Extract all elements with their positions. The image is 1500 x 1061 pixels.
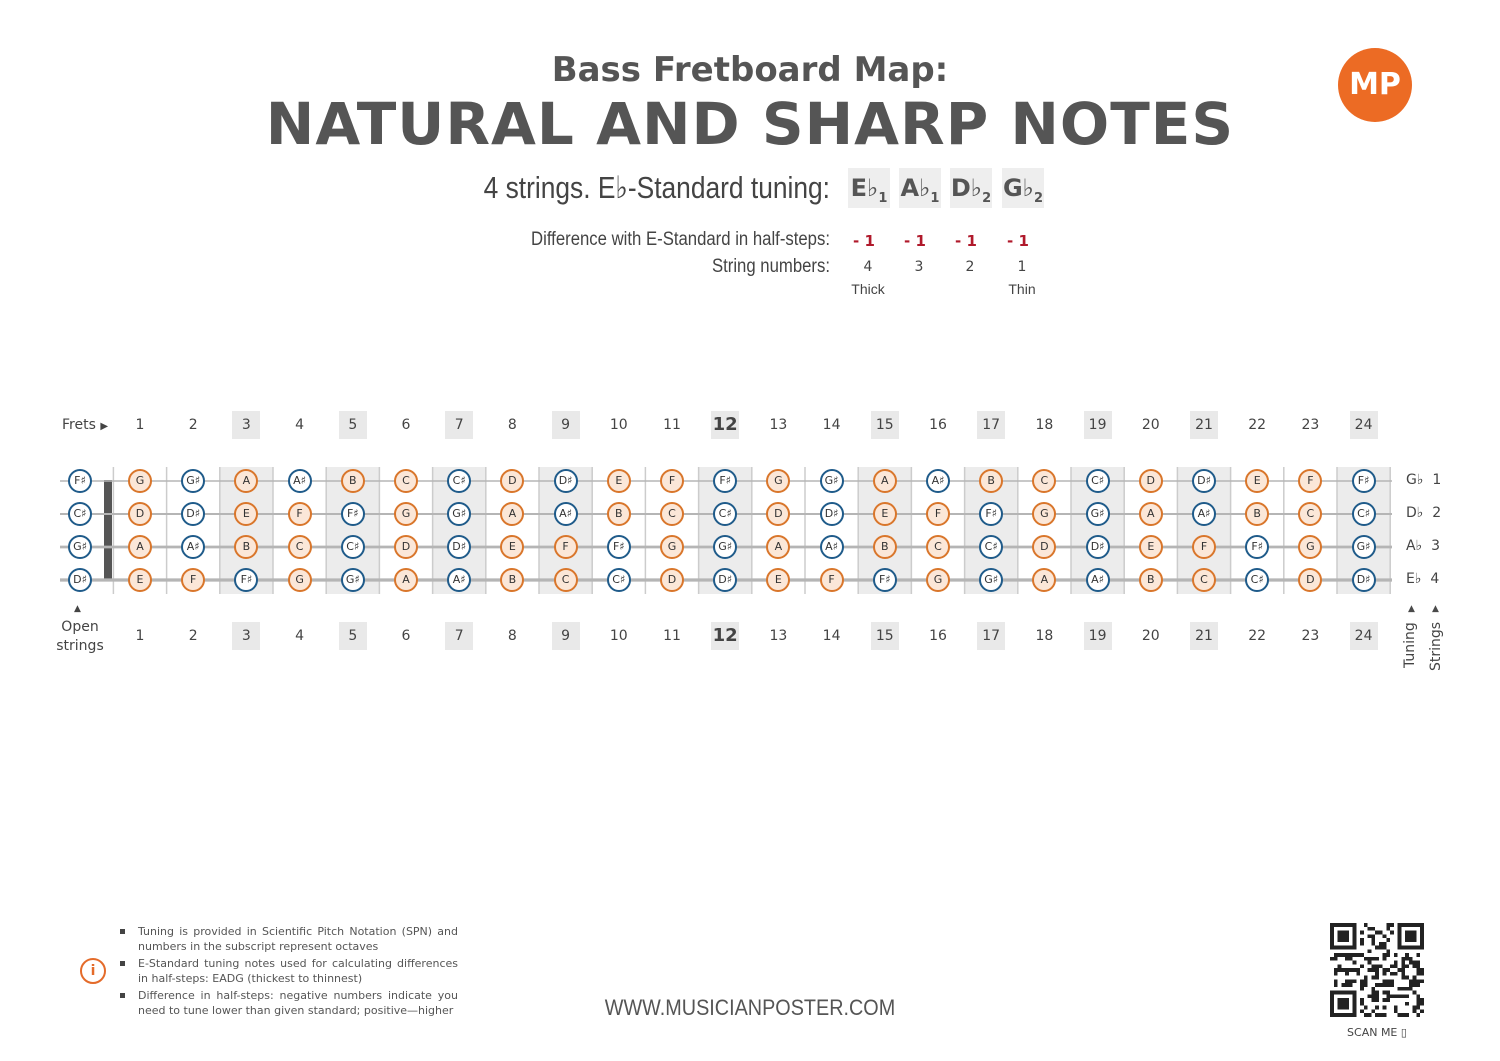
website-link[interactable]: WWW.MUSICIANPOSTER.COM	[604, 995, 896, 1020]
fret-note: D♯	[713, 568, 737, 592]
fret-number: 15	[871, 411, 899, 439]
fret-note: F♯	[713, 469, 737, 493]
fret-note: F	[288, 502, 312, 526]
tuning-note: $G♭_2$	[1002, 168, 1044, 208]
tuning-note: $D♭_2$	[950, 168, 992, 208]
fret-note: A	[500, 502, 524, 526]
fret-number: 12	[711, 622, 739, 650]
fret-note: E	[128, 568, 152, 592]
difference-value: - 1	[853, 232, 875, 250]
open-string-note: G♯	[68, 535, 92, 559]
thin-label: Thin	[1008, 281, 1036, 297]
fret-note: G	[766, 469, 790, 493]
fret-note: A♯	[554, 502, 578, 526]
fret-note: F	[660, 469, 684, 493]
fret-note: C♯	[1086, 469, 1110, 493]
fret-number: 5	[339, 622, 367, 650]
fret-note: A♯	[447, 568, 471, 592]
fret-note: C	[660, 502, 684, 526]
footnote-item: Difference in half-steps: negative numbers indicate you need to tune lower than given standard; positive—higher	[118, 988, 458, 1018]
fret-note: D	[500, 469, 524, 493]
fret-number: 18	[1035, 628, 1054, 644]
fret-note: F♯	[979, 502, 1003, 526]
fret-note: A♯	[926, 469, 950, 493]
fret-note: A	[128, 535, 152, 559]
string-number: 1	[1017, 259, 1027, 275]
triangle-up-icon: ▲	[74, 604, 81, 614]
fret-note: B	[234, 535, 258, 559]
fret-note: F	[1192, 535, 1216, 559]
fret-note: E	[1245, 469, 1269, 493]
fret-note: D♯	[1352, 568, 1376, 592]
fret-note: C♯	[341, 535, 365, 559]
fret-note: F	[554, 535, 578, 559]
fret-number: 19	[1084, 411, 1112, 439]
open-strings-label: Open strings	[56, 619, 104, 654]
triangle-right-icon: ▶	[100, 421, 109, 432]
fret-number: 11	[663, 628, 681, 644]
info-icon: i	[80, 958, 106, 984]
fret-note: C	[1192, 568, 1216, 592]
fret-note: G	[660, 535, 684, 559]
fret-note: G♯	[1352, 535, 1376, 559]
fret-note: A	[1139, 502, 1163, 526]
fret-note: C	[1032, 469, 1056, 493]
fret-number: 23	[1301, 417, 1320, 433]
fret-number: 3	[232, 411, 260, 439]
fret-number: 7	[445, 411, 473, 439]
fret-number: 15	[871, 622, 899, 650]
fret-note: F♯	[607, 535, 631, 559]
fret-number: 22	[1248, 628, 1267, 644]
fret-note: C♯	[607, 568, 631, 592]
fret-note: D♯	[820, 502, 844, 526]
fret-number: 22	[1248, 417, 1267, 433]
fret-note: F♯	[1245, 535, 1269, 559]
fret-note: F♯	[234, 568, 258, 592]
fret-note: C	[288, 535, 312, 559]
fret-note: D	[1298, 568, 1322, 592]
fret-note: G	[128, 469, 152, 493]
fret-note: A♯	[181, 535, 205, 559]
fret-note: B	[341, 469, 365, 493]
fret-note: G	[926, 568, 950, 592]
fret-number: 20	[1141, 417, 1160, 433]
fret-note: A	[1032, 568, 1056, 592]
fret-number: 23	[1301, 628, 1320, 644]
fret-number: 1	[135, 628, 145, 644]
fret-note: F♯	[873, 568, 897, 592]
fret-note: D	[766, 502, 790, 526]
open-string-note: F♯	[68, 469, 92, 493]
tuning-note: $E♭_1$	[848, 168, 890, 208]
fret-number: 3	[232, 622, 260, 650]
fret-number: 8	[507, 628, 517, 644]
fret-note: B	[607, 502, 631, 526]
fret-number: 4	[295, 628, 305, 644]
fret-number: 24	[1350, 411, 1378, 439]
open-string-note: D♯	[68, 568, 92, 592]
fret-number: 18	[1035, 417, 1054, 433]
fret-note: A	[234, 469, 258, 493]
string-number: 3	[914, 259, 924, 275]
fret-note: F♯	[341, 502, 365, 526]
fret-number: 19	[1084, 622, 1112, 650]
fret-note: C	[554, 568, 578, 592]
triangle-up-icon: ▲	[1408, 604, 1415, 614]
fret-note: A	[394, 568, 418, 592]
fret-note: A♯	[820, 535, 844, 559]
fret-number: 14	[822, 417, 841, 433]
fret-number: 7	[445, 622, 473, 650]
fret-number: 13	[769, 628, 788, 644]
string-numbers-label: String numbers:	[711, 256, 830, 277]
fret-note: C	[926, 535, 950, 559]
fret-note: F	[820, 568, 844, 592]
fret-number: 4	[295, 417, 305, 433]
fret-note: B	[1245, 502, 1269, 526]
fret-number: 10	[609, 417, 628, 433]
fret-note: D	[660, 568, 684, 592]
fret-number: 17	[977, 622, 1005, 650]
fret-note: F♯	[1352, 469, 1376, 493]
fret-note: E	[234, 502, 258, 526]
open-string-note: C♯	[68, 502, 92, 526]
fret-note: G♯	[820, 469, 844, 493]
fret-note: E	[1139, 535, 1163, 559]
fret-number: 1	[135, 417, 145, 433]
frets-label: Frets ▶	[62, 417, 109, 433]
fret-note: C♯	[447, 469, 471, 493]
thick-label: Thick	[851, 281, 885, 297]
string-number: 4	[863, 259, 873, 275]
fret-note: G♯	[713, 535, 737, 559]
fret-number: 11	[663, 417, 681, 433]
fret-number: 16	[929, 628, 947, 644]
difference-value: - 1	[1007, 232, 1029, 250]
fret-note: A	[873, 469, 897, 493]
fret-number: 13	[769, 417, 788, 433]
fret-note: E	[873, 502, 897, 526]
string-tuning-label: G♭ 1	[1406, 472, 1442, 488]
fret-note: D♯	[1192, 469, 1216, 493]
fret-number: 21	[1190, 411, 1218, 439]
fret-note: C♯	[1245, 568, 1269, 592]
fret-note: G♯	[447, 502, 471, 526]
fret-number: 8	[507, 417, 517, 433]
fret-number: 14	[822, 628, 841, 644]
fret-note: A	[766, 535, 790, 559]
fret-note: G	[288, 568, 312, 592]
fret-number: 10	[609, 628, 628, 644]
fret-number: 12	[711, 411, 739, 439]
difference-value: - 1	[955, 232, 977, 250]
fret-number: 17	[977, 411, 1005, 439]
fret-note: E	[766, 568, 790, 592]
string-number: 2	[965, 259, 975, 275]
fret-note: G	[394, 502, 418, 526]
fret-number: 9	[552, 622, 580, 650]
fret-note: G♯	[341, 568, 365, 592]
fret-note: C	[1298, 502, 1322, 526]
string-tuning-label: A♭ 3	[1406, 538, 1441, 554]
fret-number: 20	[1141, 628, 1160, 644]
fret-note: C♯	[1352, 502, 1376, 526]
fret-note: A♯	[1086, 568, 1110, 592]
fret-note: C♯	[979, 535, 1003, 559]
footnote-item: E-Standard tuning notes used for calculating differences in half-steps: EADG (thickest to thinnest)	[118, 956, 458, 986]
fret-note: B	[979, 469, 1003, 493]
fret-note: G	[1298, 535, 1322, 559]
fret-number: 24	[1350, 622, 1378, 650]
difference-label: Difference with E-Standard in half-steps:	[531, 229, 830, 250]
scan-me-label: SCAN ME ▯	[1347, 1026, 1407, 1039]
fret-note: B	[873, 535, 897, 559]
fret-note: B	[1139, 568, 1163, 592]
fret-number: 9	[552, 411, 580, 439]
poster-subtitle: Bass Fretboard Map:	[551, 50, 949, 90]
string-tuning-label: E♭ 4	[1406, 571, 1440, 587]
triangle-up-icon: ▲	[1432, 604, 1439, 614]
fret-note: D	[1139, 469, 1163, 493]
qr-code-icon[interactable]	[1330, 923, 1424, 1017]
fret-note: D♯	[1086, 535, 1110, 559]
tuning-label: 4 strings. E♭-Standard tuning:	[483, 170, 830, 205]
fret-number: 16	[929, 417, 947, 433]
fret-number: 2	[188, 417, 198, 433]
fret-note: D♯	[447, 535, 471, 559]
fret-note: C♯	[713, 502, 737, 526]
fret-number: 6	[401, 417, 411, 433]
tuning-axis-label: Tuning	[1402, 622, 1418, 668]
fret-note: D	[128, 502, 152, 526]
fret-note: E	[607, 469, 631, 493]
fret-note: G♯	[1086, 502, 1110, 526]
fret-note: G	[1032, 502, 1056, 526]
strings-axis-label: Strings	[1428, 621, 1444, 671]
fret-number: 21	[1190, 622, 1218, 650]
fret-note: F	[926, 502, 950, 526]
fret-note: F	[181, 568, 205, 592]
fret-number: 6	[401, 628, 411, 644]
difference-value: - 1	[904, 232, 926, 250]
fret-note: G♯	[181, 469, 205, 493]
fret-note: G♯	[979, 568, 1003, 592]
fret-note: D	[1032, 535, 1056, 559]
string-tuning-label: D♭ 2	[1406, 505, 1442, 521]
footnote-item: Tuning is provided in Scientific Pitch Notation (SPN) and numbers in the subscript represent octaves	[118, 924, 458, 954]
nut	[104, 480, 112, 580]
fret-note: B	[500, 568, 524, 592]
fret-note: D♯	[181, 502, 205, 526]
tuning-note: $A♭_1$	[899, 168, 941, 208]
phone-icon: ▯	[1400, 1026, 1407, 1039]
fret-note: A♯	[1192, 502, 1216, 526]
fret-note: D♯	[554, 469, 578, 493]
fret-note: D	[394, 535, 418, 559]
fret-number: 2	[188, 628, 198, 644]
fret-note: F	[1298, 469, 1322, 493]
fret-note: A♯	[288, 469, 312, 493]
fret-number: 5	[339, 411, 367, 439]
fret-note: C	[394, 469, 418, 493]
brand-logo-icon: MP	[1338, 48, 1412, 122]
fret-note: E	[500, 535, 524, 559]
poster-title: NATURAL AND SHARP NOTES	[265, 90, 1235, 158]
